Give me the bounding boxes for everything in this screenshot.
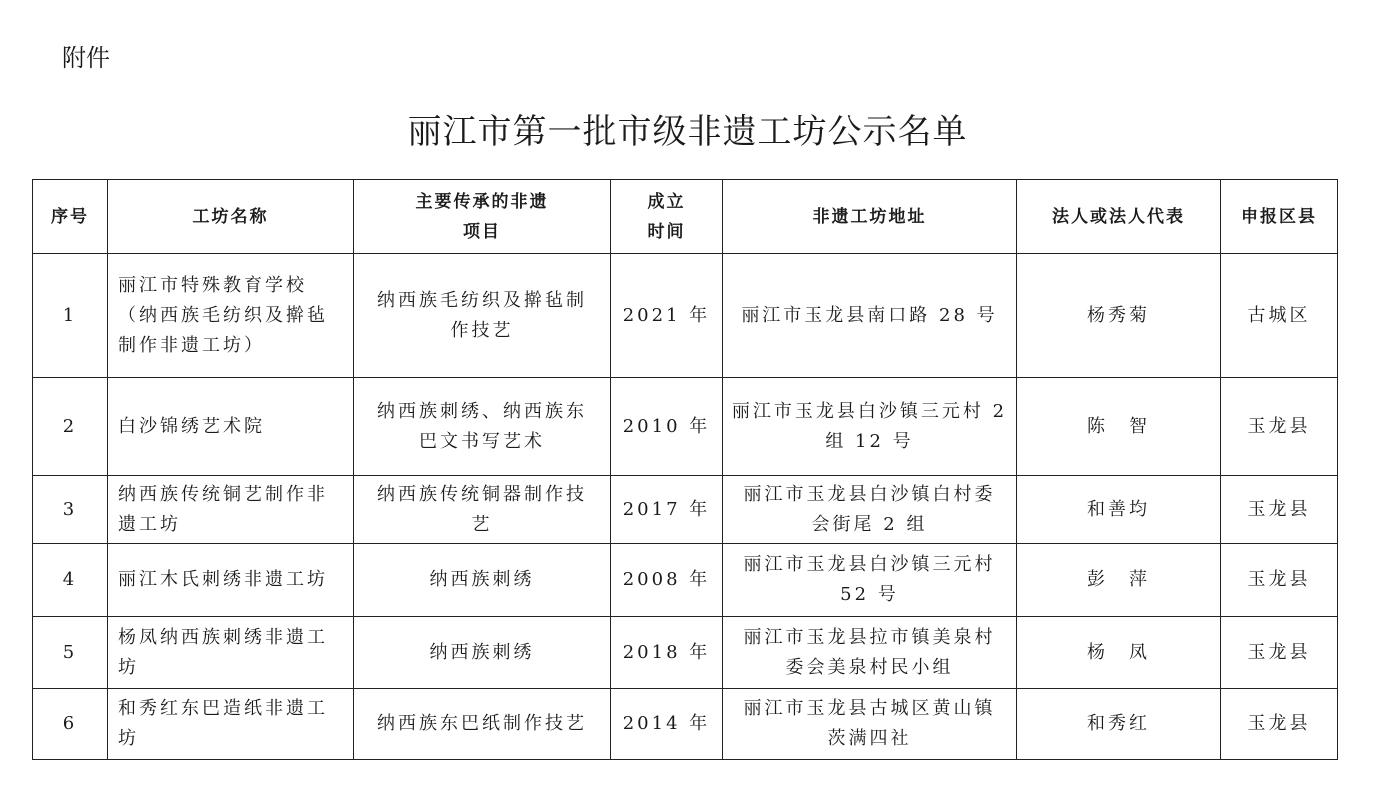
cell-address — [723, 544, 1017, 617]
cell-address-line: 丽江市玉龙县白沙镇三元村 2 — [731, 400, 1008, 422]
cell-district-line: 玉龙县 — [1247, 569, 1311, 590]
header-project — [354, 180, 611, 254]
cell-no — [33, 254, 108, 378]
table-row — [33, 476, 1338, 544]
header-representative-line: 法人或法人代表 — [1052, 206, 1185, 227]
cell-district-line: 古城区 — [1247, 304, 1311, 326]
cell-year — [611, 689, 723, 760]
cell-representative-line: 和善均 — [1087, 498, 1150, 520]
cell-representative-line: 陈 智 — [1087, 415, 1150, 437]
cell-address-line: 组 12 号 — [825, 430, 914, 452]
cell-district-line: 玉龙县 — [1247, 415, 1311, 437]
cell-year — [611, 544, 723, 617]
cell-no-line: 3 — [62, 498, 78, 520]
cell-year-line: 2008 年 — [622, 569, 711, 590]
cell-year-line: 2014 年 — [622, 713, 711, 734]
cell-district — [1221, 617, 1338, 689]
cell-project — [354, 378, 611, 476]
cell-project — [354, 254, 611, 378]
cell-workshop-name — [108, 689, 354, 760]
cell-address-line: 52 号 — [840, 584, 899, 605]
cell-workshop-name-line: 纳西族传统铜艺制作非 — [118, 483, 328, 505]
cell-representative — [1017, 544, 1221, 617]
cell-year-line: 2010 年 — [622, 415, 711, 437]
workshop-table — [32, 179, 1338, 760]
cell-no-line: 5 — [62, 641, 78, 663]
cell-year-line: 2018 年 — [622, 641, 711, 663]
cell-year — [611, 254, 723, 378]
cell-district — [1221, 378, 1338, 476]
cell-year — [611, 476, 723, 544]
header-no-line: 序号 — [51, 206, 89, 227]
cell-workshop-name-line: 遗工坊 — [118, 513, 181, 535]
cell-address — [723, 476, 1017, 544]
page-title: 丽江市第一批市级非遗工坊公示名单 — [407, 112, 968, 152]
header-name — [108, 180, 354, 254]
header-address — [723, 180, 1017, 254]
table-row — [33, 378, 1338, 476]
header-address-line: 非遗工坊地址 — [812, 206, 927, 227]
cell-address — [723, 254, 1017, 378]
cell-address-line: 丽江市玉龙县古城区黄山镇 — [743, 698, 996, 719]
cell-year-line: 2021 年 — [622, 304, 711, 326]
cell-district-line: 玉龙县 — [1247, 713, 1311, 734]
cell-address-line: 丽江市玉龙县白沙镇三元村 — [743, 554, 996, 575]
cell-workshop-name — [108, 378, 354, 476]
cell-project-line: 作技艺 — [450, 319, 514, 341]
cell-address-line: 委会美泉村民小组 — [785, 656, 954, 678]
cell-workshop-name-line: 杨凤纳西族刺绣非遗工 — [118, 626, 328, 648]
cell-workshop-name-line: 制作非遗工坊） — [118, 334, 265, 356]
cell-project-line: 纳西族刺绣、纳西族东 — [377, 400, 587, 422]
cell-representative — [1017, 476, 1221, 544]
cell-project-line: 纳西族毛纺织及擀毡制 — [377, 289, 587, 311]
cell-representative-line: 杨 凤 — [1087, 641, 1150, 663]
cell-no — [33, 617, 108, 689]
cell-district-line: 玉龙县 — [1247, 641, 1311, 663]
cell-no-line: 6 — [62, 713, 78, 734]
header-no — [33, 180, 108, 254]
cell-no — [33, 544, 108, 617]
header-year-line: 时间 — [647, 221, 686, 242]
cell-representative-line: 彭 萍 — [1087, 569, 1150, 590]
cell-no — [33, 378, 108, 476]
cell-address — [723, 689, 1017, 760]
cell-workshop-name — [108, 617, 354, 689]
cell-year — [611, 617, 723, 689]
cell-address — [723, 617, 1017, 689]
header-district-line: 申报区县 — [1241, 206, 1317, 227]
cell-project — [354, 544, 611, 617]
cell-address-line: 茨满四社 — [827, 728, 912, 749]
cell-workshop-name — [108, 476, 354, 544]
cell-no — [33, 476, 108, 544]
cell-address-line: 丽江市玉龙县拉市镇美泉村 — [743, 626, 996, 648]
cell-workshop-name-line: 白沙锦绣艺术院 — [118, 415, 265, 437]
cell-workshop-name-line: 坊 — [118, 656, 139, 678]
cell-project — [354, 689, 611, 760]
cell-workshop-name-line: 和秀红东巴造纸非遗工 — [118, 698, 328, 719]
cell-project — [354, 617, 611, 689]
table-row — [33, 689, 1338, 760]
cell-address-line: 丽江市玉龙县南口路 28 号 — [741, 304, 998, 326]
cell-project-line: 纳西族刺绣 — [429, 641, 535, 663]
header-year — [611, 180, 723, 254]
cell-workshop-name-line: 坊 — [118, 728, 139, 749]
table-row — [33, 617, 1338, 689]
table-row — [33, 544, 1338, 617]
header-district — [1221, 180, 1338, 254]
cell-project-line: 巴文书写艺术 — [419, 430, 545, 452]
cell-representative-line: 和秀红 — [1087, 713, 1150, 734]
cell-representative-line: 杨秀菊 — [1087, 304, 1150, 326]
cell-project-line: 纳西族刺绣 — [429, 569, 535, 590]
header-name-line: 工坊名称 — [192, 206, 269, 227]
cell-district — [1221, 544, 1338, 617]
cell-address-line: 丽江市玉龙县白沙镇白村委 — [743, 483, 996, 505]
cell-no-line: 1 — [62, 304, 78, 326]
cell-no-line: 2 — [62, 415, 78, 437]
cell-workshop-name-line: 丽江木氏刺绣非遗工坊 — [118, 569, 328, 590]
cell-project-line: 纳西族传统铜器制作技 — [377, 483, 587, 505]
cell-year — [611, 378, 723, 476]
cell-representative — [1017, 254, 1221, 378]
cell-district — [1221, 476, 1338, 544]
header-project-line: 主要传承的非遗 — [415, 191, 549, 212]
cell-representative — [1017, 378, 1221, 476]
cell-workshop-name-line: 丽江市特殊教育学校 — [118, 274, 307, 296]
cell-representative — [1017, 617, 1221, 689]
cell-project-line: 艺 — [471, 513, 493, 535]
header-project-line: 项目 — [463, 221, 501, 242]
header-representative — [1017, 180, 1221, 254]
cell-workshop-name-line: （纳西族毛纺织及擀毡 — [118, 304, 328, 326]
attachment-label: 附件 — [62, 44, 110, 72]
table-row — [33, 254, 1338, 378]
cell-representative — [1017, 689, 1221, 760]
cell-district — [1221, 689, 1338, 760]
cell-project — [354, 476, 611, 544]
cell-no — [33, 689, 108, 760]
cell-address-line: 会街尾 2 组 — [811, 513, 928, 535]
header-year-line: 成立 — [647, 191, 686, 212]
cell-year-line: 2017 年 — [622, 498, 711, 520]
cell-no-line: 4 — [62, 569, 78, 590]
cell-district — [1221, 254, 1338, 378]
cell-workshop-name — [108, 254, 354, 378]
cell-address — [723, 378, 1017, 476]
cell-project-line: 纳西族东巴纸制作技艺 — [377, 713, 587, 734]
cell-workshop-name — [108, 544, 354, 617]
table-header-row — [33, 180, 1338, 254]
cell-district-line: 玉龙县 — [1247, 498, 1311, 520]
